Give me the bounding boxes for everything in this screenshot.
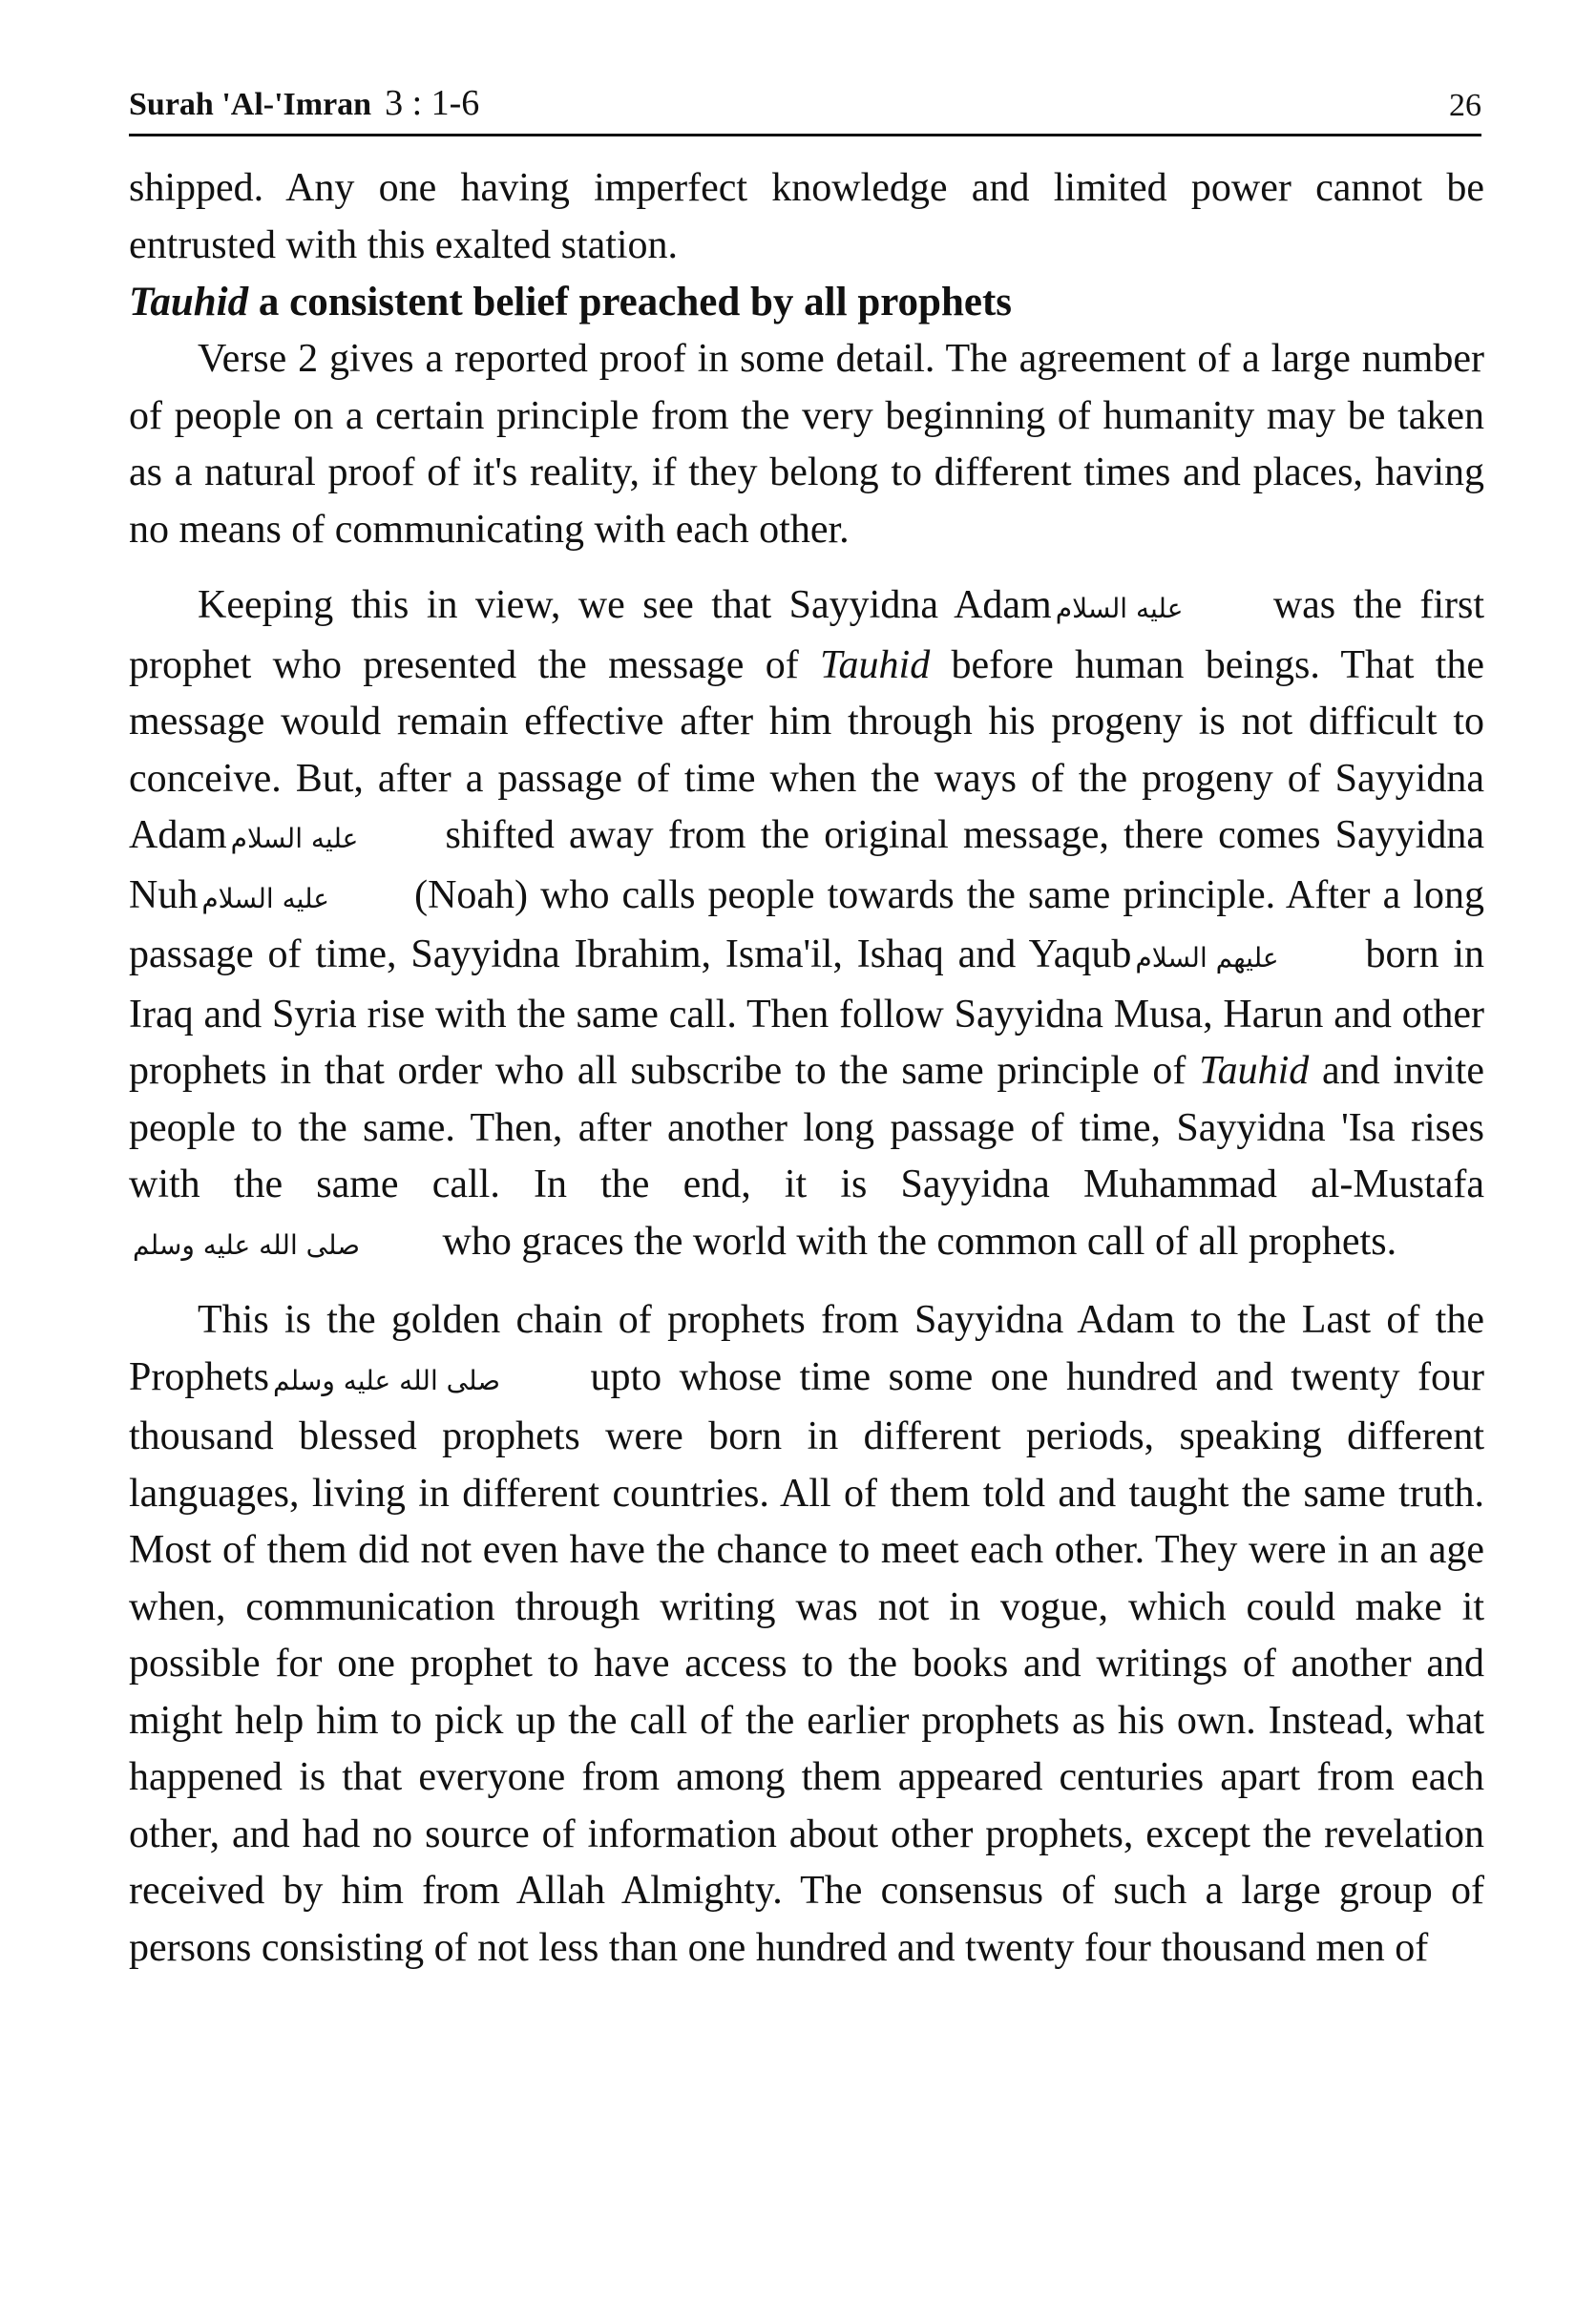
body-text [129,160,1484,1977]
section-heading-text: a consistent belief preached by all prophets [248,280,1013,325]
arabic-honorific: صلى الله عليه وسلم [133,1228,360,1261]
paragraph-prophets-chain: Keeping this in view, we see that Sayyidna Adam عليه السلام was the first prophet who presented the message of Tauhid before human beings. That the message would remain effective after him through his progeny is not difficult to conceive. But, after a passage of time when the ways of the progeny of Sayyidna Adam عليه السلام shifted away from the original message, there comes Sayyidna Nuh عليه السلام (Noah) who calls people towards the same principle. After a long passage of time, Sayyidna Ibrahim, Isma'il, Ishaq and Yaqub عليهم السلام born in Iraq and Syria rise with the same call. Then follow Sayyidna Musa, Harun and other prophets in that order who all subscribe to the same principle of Tauhid and invite people to the same. Then, after another long passage of time, Sayyidna 'Isa rises with the same call. In the end, it is Sayyidna Muhammad al-Mustafaصلى الله عليه وسلم who graces the world with the common call of all prophets. [129,577,1484,1273]
page-header [129,74,1481,136]
arabic-honorific: صلى الله عليه وسلم [273,1364,500,1396]
section-heading [129,274,1484,331]
section-heading-italic: Tauhid [129,280,249,325]
arabic-honorific: عليه السلام [230,823,359,854]
paragraph-golden-chain: This is the golden chain of prophets from Sayyidna Adam to the Last of the Prophets صلى الله عليه وسلم upto whose time some one hundred and twenty four thousand blessed prophets were born in different periods, speaking different languages, living in different countries. All of them told and taught the same truth. Most of them did not even have the chance to meet each other. They were in an age when, communication through writing was not in vogue, which could make it possible for one prophet to have access to the books and writings of another and might help him to pick up the call of the earlier prophets as his own. Instead, what happened is that everyone from among them appeared centuries apart from each other, and had no source of information about other prophets, except the revelation received by him from Allah Almighty. The consensus of such a large group of persons consisting of not less than one hundred and twenty four thousand men of [129,1298,1484,1970]
paragraph-verse-proof: Verse 2 gives a reported proof in some detail. The agreement of a large number of people on a certain principle from the very beginning of humanity may be taken as a natural proof of it's reality, if they belong to different times and places, having no means of communicating with each other. [129,337,1484,552]
page-number: 26 [1449,88,1481,123]
running-title: Surah 'Al-'Imran 3 : 1-6 [129,83,480,123]
arabic-honorific: عليه السلام [1055,593,1184,624]
verse-reference: 3 : 1-6 [385,83,480,123]
arabic-honorific: عليه السلام [201,882,330,914]
arabic-honorific: عليهم السلام [1135,942,1279,974]
paragraph-continued: shipped. Any one having imperfect knowledge and limited power cannot be entrusted with this exalted station. [129,166,1484,267]
